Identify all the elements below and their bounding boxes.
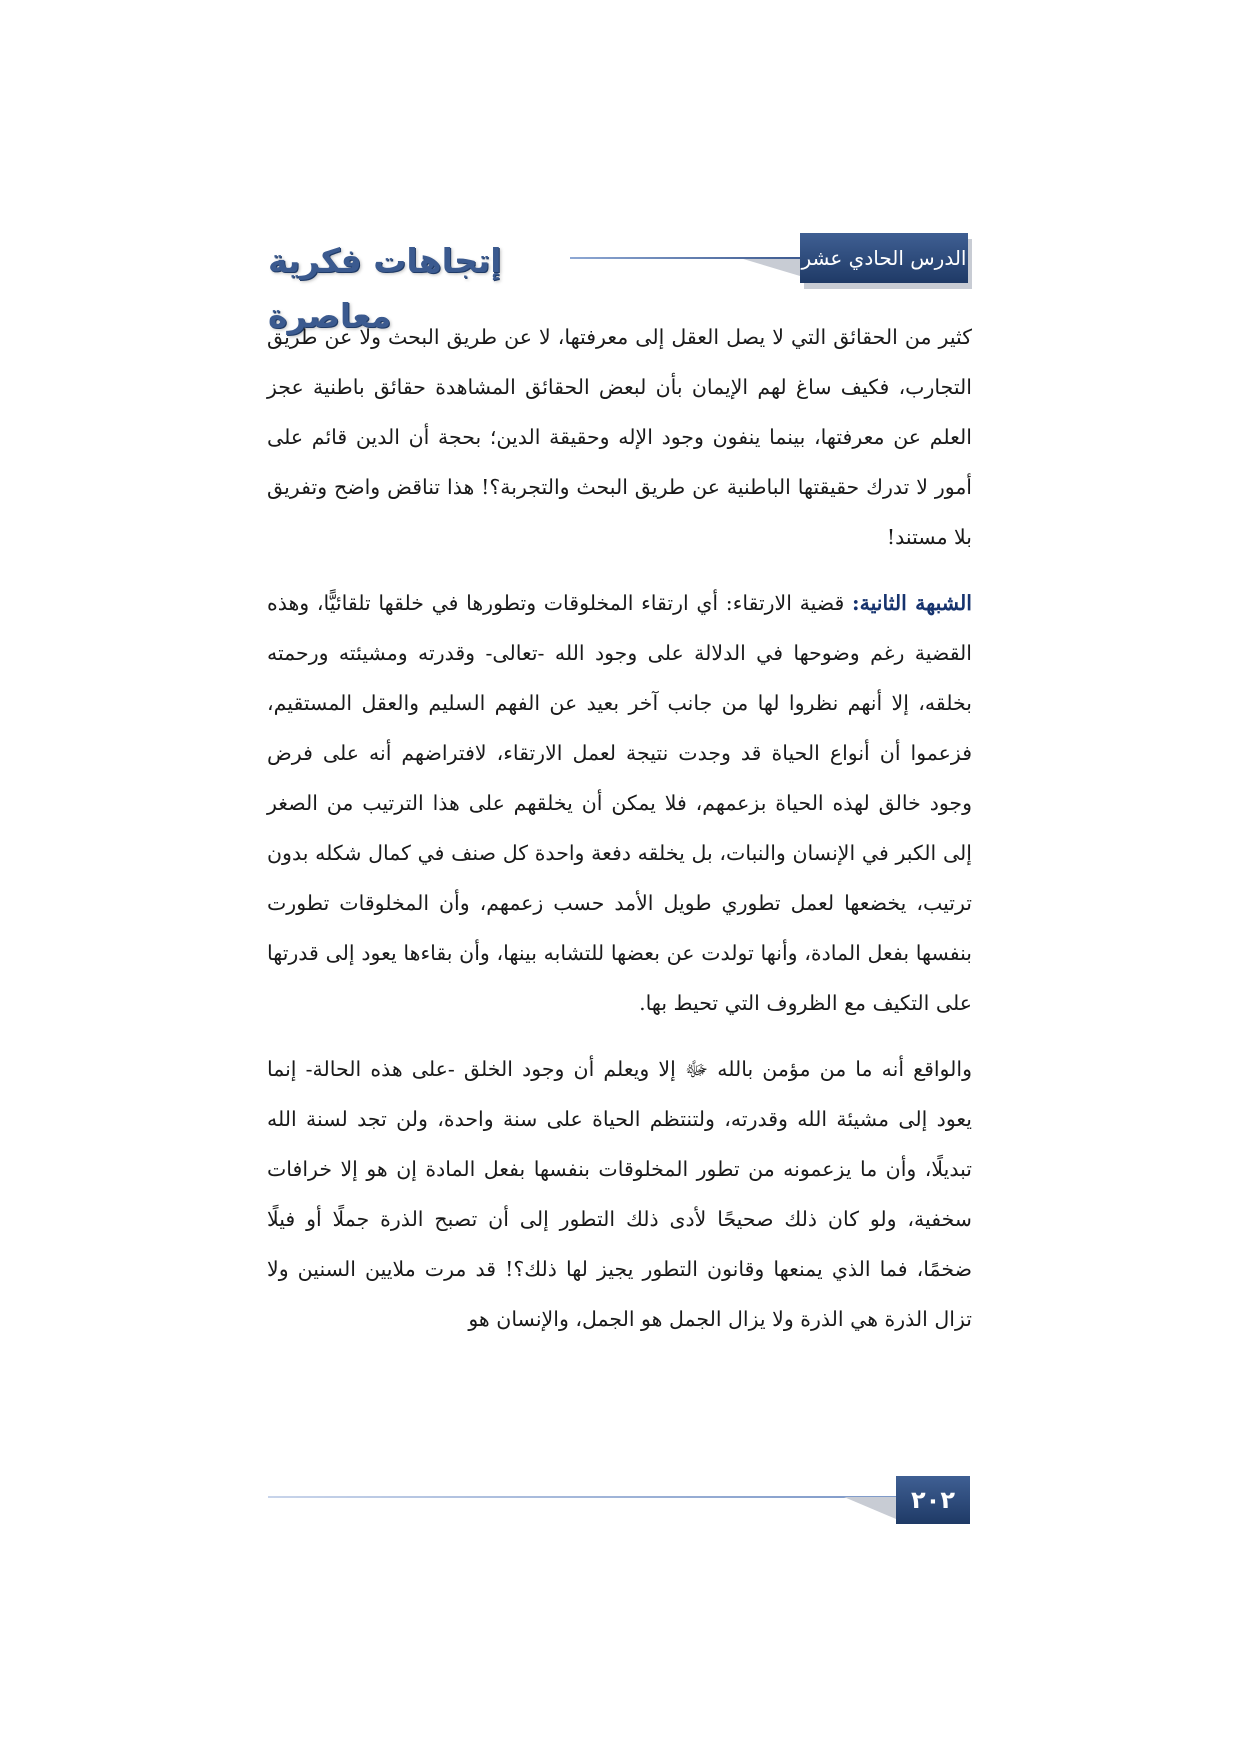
page-header [268,233,968,335]
section-subheading: الشبهة الثانية: [852,591,972,615]
paragraph-2 [267,578,972,1028]
paragraph-1: كثير من الحقائق التي لا يصل العقل إلى معرفتها، لا عن طريق البحث ولا عن طريق التجارب، فكيف ساغ لهم الإيمان بأن لبعض الحقائق المشاهدة حقائق باطنية عجز العلم عن معرفتها، بينما ينفون وجود الإله وحقيقة الدين؛ بحجة أن الدين قائم على أمور لا تدرك حقيقتها الباطنية عن طريق البحث والتجربة؟! هذا تناقض واضح وتفريق بلا مستند! [267,325,972,549]
paragraph-3: والواقع أنه ما من مؤمن بالله ﷻ إلا ويعلم أن وجود الخلق -على هذه الحالة- إنما يعود إلى مشيئة الله وقدرته، ولتنتظم الحياة على سنة واحدة، ولن تجد لسنة الله تبديلًا، وأن ما يزعمونه من تطور المخلوقات بنفسها بفعل المادة إن هو إلا خرافات سخفية، ولو كان ذلك صحيحًا لأدى ذلك التطور إلى أن تصبح الذرة جملًا أو فيلًا ضخمًا، فما الذي يمنعها وقانون التطور يجيز لها ذلك؟! قد مرت ملايين السنين ولا تزال الذرة هي الذرة ولا يزال الجمل هو الجمل، والإنسان هو [267,1057,972,1331]
page-body [267,312,972,1360]
page-footer [268,1476,970,1536]
footer-divider [268,1496,896,1498]
header-shadow-wedge [740,258,800,276]
footer-shadow-wedge [844,1497,896,1519]
page-number: ٢٠٢ [896,1476,970,1524]
lesson-label: الدرس الحادي عشر [800,233,968,283]
paragraph-2-text: قضية الارتقاء: أي ارتقاء المخلوقات وتطورها في خلقها تلقائيًّا، وهذه القضية رغم وضوحها في الدلالة على وجود الله -تعالى- وقدرته ومشيئته ورحمته بخلقه، إلا أنهم نظروا لها من جانب آخر بعيد عن الفهم السليم والعقل المستقيم، فزعموا أن أنواع الحياة قد وجدت نتيجة لعمل الارتقاء، لافتراضهم أنه على فرض وجود خالق لهذه الحياة بزعمهم، فلا يمكن أن يخلقهم على هذا الترتيب من الصغر إلى الكبر في الإنسان والنبات، بل يخلقه دفعة واحدة كل صنف في كمال شكله بدون ترتيب، يخضعها لعمل تطوري طويل الأمد حسب زعمهم، وأن المخلوقات تطورت بنفسها بفعل المادة، وأنها تولدت عن بعضها للتشابه بينها، وأن بقاءها يعود إلى قدرتها على التكيف مع الظروف التي تحيط بها. [267,591,972,1015]
header-divider [570,257,800,259]
book-title: إتجاهات فكرية معاصرة [268,241,502,335]
